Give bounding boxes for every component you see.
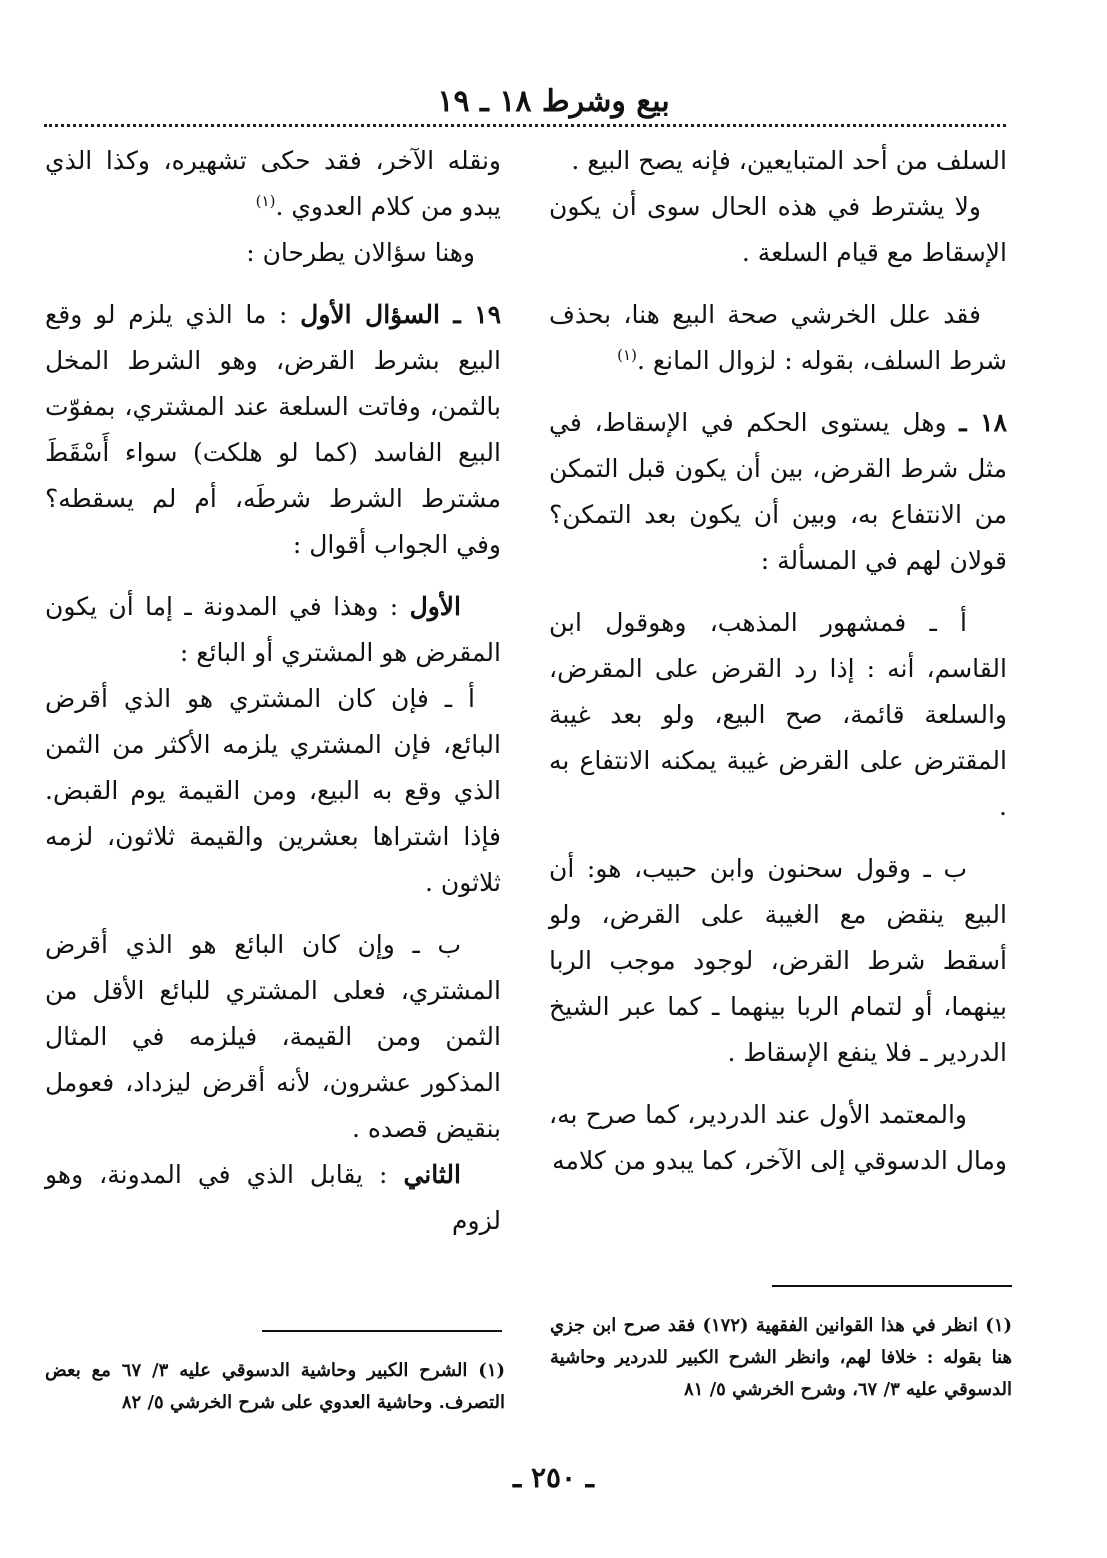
paragraph-text: فقد علل الخرشي صحة البيع هنا، بحذف شرط السلف، بقوله : لزوال المانع . [549, 300, 1007, 375]
running-head: بيع وشرط ١٨ ـ ١٩ [437, 84, 670, 119]
footnote-ref[interactable]: (١) [617, 346, 637, 364]
paragraph [45, 1152, 501, 1244]
footnote-left: (١) الشرح الكبير وحاشية الدسوقي عليه ٣/ ٦٧ مع بعض التصرف. وحاشية العدوي على شرح الخرشي ٥/ ٨٢ [45, 1360, 506, 1413]
page-number: ـ ٢٥٠ ـ [512, 1461, 595, 1494]
paragraph-text: : يقابل الذي في المدونة، وهو لزوم [45, 1160, 501, 1235]
paragraph-text: ونقله الآخر، فقد حكى تشهيره، وكذا الذي يبدو من كلام العدوي . [45, 146, 501, 221]
paragraph: السلف من أحد المتبايعين، فإنه يصح البيع . [571, 146, 1007, 175]
section-heading: ١٩ ـ السؤال الأول [300, 300, 501, 329]
section-18 [549, 400, 1007, 584]
header-dotted-rule [44, 124, 1006, 127]
left-column [45, 138, 501, 1244]
footnote-rule [262, 1330, 502, 1332]
paragraph-lead: الأول [409, 592, 462, 621]
paragraph [549, 292, 1007, 384]
paragraph-lead: الثاني [403, 1160, 461, 1189]
paragraph: أ ـ فمشهور المذهب، وهوقول ابن القاسم، أنه : إذا رد القرض على المقرض، والسلعة قائمة، صح البيع، ولو بعد غيبة المقترض على القرض غيبة يمكنه الانتفاع به . [549, 608, 1007, 821]
footnote-ref[interactable]: (١) [255, 192, 276, 210]
paragraph-text: وهل يستوى الحكم في الإسقاط، في مثل شرط القرض، بين أن يكون قبل التمكن من الانتفاع به، وبين أن يكون بعد التمكن؟ قولان لهم في المسألة : [549, 408, 1007, 575]
paragraph: وهنا سؤالان يطرحان : [246, 238, 475, 267]
section-number: ١٨ ـ [959, 408, 1007, 437]
footnote-right: (١) انظر في هذا القوانين الفقهية (١٧٢) فقد صرح ابن جزي هنا بقوله : خلافا لهم، وانظر الشرح الكبير للدردير وحاشية الدسوقي عليه ٣/ ٦٧، وشرح الخرشي ٥/ ٨١ [550, 1315, 1013, 1400]
paragraph-text: : ما الذي يلزم لو وقع البيع بشرط القرض، وهو الشرط المخل بالثمن، وفاتت السلعة عند المشتري، بمفوّت البيع الفاسد (كما لو هلكت) سواء أَسْقَطَ مشترط الشرط شرطَه، أم لم يسقطه؟ وفي الجواب أقوال : [45, 300, 501, 559]
paragraph: ب ـ وإن كان البائع هو الذي أقرض المشتري، فعلى المشتري للبائع الأقل من الثمن ومن القيمة، فيلزمه في المثال المذكور عشرون، لأنه أقرض ليزداد، فعومل بنقيض قصده . [45, 930, 501, 1143]
footnote-rule [772, 1285, 1012, 1287]
right-column [549, 138, 1007, 1184]
paragraph: أ ـ فإن كان المشتري هو الذي أقرض البائع، فإن المشتري يلزمه الأكثر من الثمن الذي وقع به البيع، ومن القيمة يوم القبض. فإذا اشتراها بعشرين والقيمة ثلاثون، لزمه ثلاثون . [45, 684, 501, 897]
section-19 [45, 292, 501, 568]
paragraph: ولا يشترط في هذه الحال سوى أن يكون الإسقاط مع قيام السلعة . [549, 192, 1007, 267]
paragraph: والمعتمد الأول عند الدردير، كما صرح به، ومال الدسوقي إلى الآخر، كما يبدو من كلامه [549, 1100, 1007, 1175]
paragraph: ب ـ وقول سحنون وابن حبيب، هو: أن البيع ينقض مع الغيبة على القرض، ولو أسقط شرط القرض، لوجود موجب الربا بينهما، أو لتمام الربا بينهما ـ كما عبر الشيخ الدردير ـ فلا ينفع الإسقاط . [549, 854, 1007, 1067]
paragraph [45, 584, 501, 676]
paragraph [45, 138, 501, 230]
paragraph-text: : وهذا في المدونة ـ إما أن يكون المقرض هو المشتري أو البائع : [45, 592, 501, 667]
